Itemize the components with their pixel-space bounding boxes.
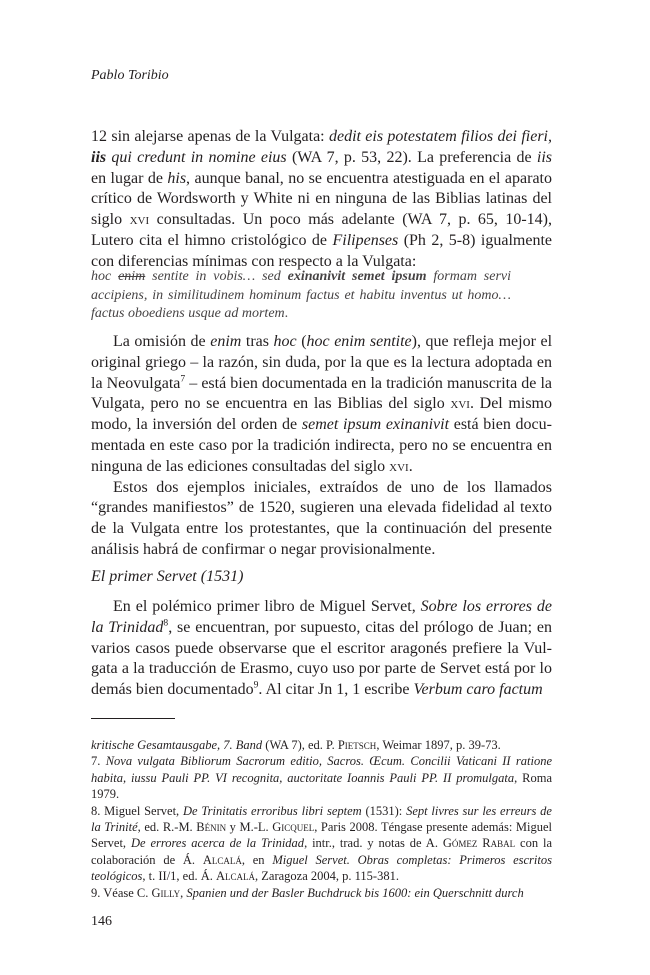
footnote-8: 8. Miguel Servet, De Trinitatis erroribus libri septem (1531): Sept livres sur les erreurs de la Trinité, ed. R.-M. Bénin y M.-L. Gicquel, Paris 2008. Téngase presente además: Miguel Servet, De errores acerca de la Trinidad, intr., trad. y notas de A. Gómez Rabal con la colaboración de Á. Alcalá, en Miguel Servet. Obras completas: Primeros escritos teológicos, t. II/1, ed. Á. Alcalá, Zaragoza 2004, p. 115-381.	[91, 803, 552, 884]
paragraph-omission-enim: La omisión de enim tras hoc (hoc enim sentite), que refleja mejor el original griego – la razón, sin duda, por la que es la lectura adoptada en la Neovulgata$^7$ – está bien documentada en la tradición manuscrita de la Vulgata, pero no se encuentra en las Biblias del siglo xvi. Del mismo modo, la inversión del orden de semet ipsum exinanivit está bien documentada en este caso por la tradición indirecta, pero no se encuentra en ninguna de las ediciones consultadas del siglo xvi. Estos dos ejemplos iniciales, extraídos de uno de los llamados “grandes manifiestos” de 1520, sugieren una elevada fidelidad al texto de la Vulgata entre los protestantes, que la continuación del presente análisis habrá de confirmar o negar provisionalmente.	[91, 332, 552, 561]
footnote-ref-9: 9	[253, 679, 259, 691]
page-number: 146	[91, 914, 112, 929]
section-heading: El primer Servet (1531)	[91, 568, 244, 585]
footnote-ref-7: 7	[180, 373, 186, 385]
running-head-author: Pablo Toribio	[91, 68, 169, 83]
paragraph-vulgata-john: 12 sin alejarse apenas de la Vulgata: dedit eis potestatem filios dei fieri, iis qui credunt in nomine eius (WA 7, p. 53, 22). La preferencia de iis en lugar de his, aunque banal, no se encuentra atestiguada en el aparato crítico de Wordsworth y White ni en ninguna de las Biblias latinas del siglo xvi consultadas. Un poco más adelante (WA 7, p. 65, 10-14), Lutero cita el himno cristológico de Filipenses (Ph 2, 5-8) igualmente con diferencias mínimas con respecto a la Vulgata:	[91, 128, 553, 270]
block-quote-philippians: hoc enim sentite in vobis… sed exinanivit semet ipsum formam servi accipiens, in similitudinem hominum factus et habitu inventus ut homo… factus oboediens usque ad mortem.	[91, 269, 511, 321]
paragraph-servet: En el polémico primer libro de Miguel Servet, Sobre los errores de la Trinidad$^8$, se encuentran, por supuesto, citas del prólogo de Juan; en varios casos puede observarse que el escritor aragonés prefiere la Vulgata a la traducción de Erasmo, cuyo uso por parte de Servet está por lo demás bien documentado$^9$. Al citar Jn 1, 1 escribe Verbum caro factum	[91, 598, 553, 699]
footnotes	[91, 737, 552, 901]
footnote-divider	[91, 718, 175, 719]
paragraph-two-examples: Estos dos ejemplos iniciales, extraídos de uno de los llamados “grandes manifiestos” de 1520, sugieren una elevada fidelidad al texto de la Vulgata entre los protestantes, que la continuación del presente análisis habrá de confirmar o negar provisionalmente.	[91, 478, 552, 558]
footnote-9: 9. Véase C. Gilly, Spanien und der Basler Buchdruck bis 1600: ein Querschnitt durch	[91, 885, 524, 900]
footnote-continuation: kritische Gesamtausgabe, 7. Band (WA 7), ed. P. Pietsch, Weimar 1897, p. 39-73.	[91, 738, 501, 752]
footnote-ref-8: 8	[163, 617, 169, 629]
footnote-7: 7. Nova vulgata Bibliorum Sacrorum editio, Sacros. Œcum. Concilii Vaticani II ratione habita, iussu Pauli PP. VI recognita, auctoritate Ioannis Pauli PP. II promulgata, Roma 1979.	[91, 754, 553, 802]
